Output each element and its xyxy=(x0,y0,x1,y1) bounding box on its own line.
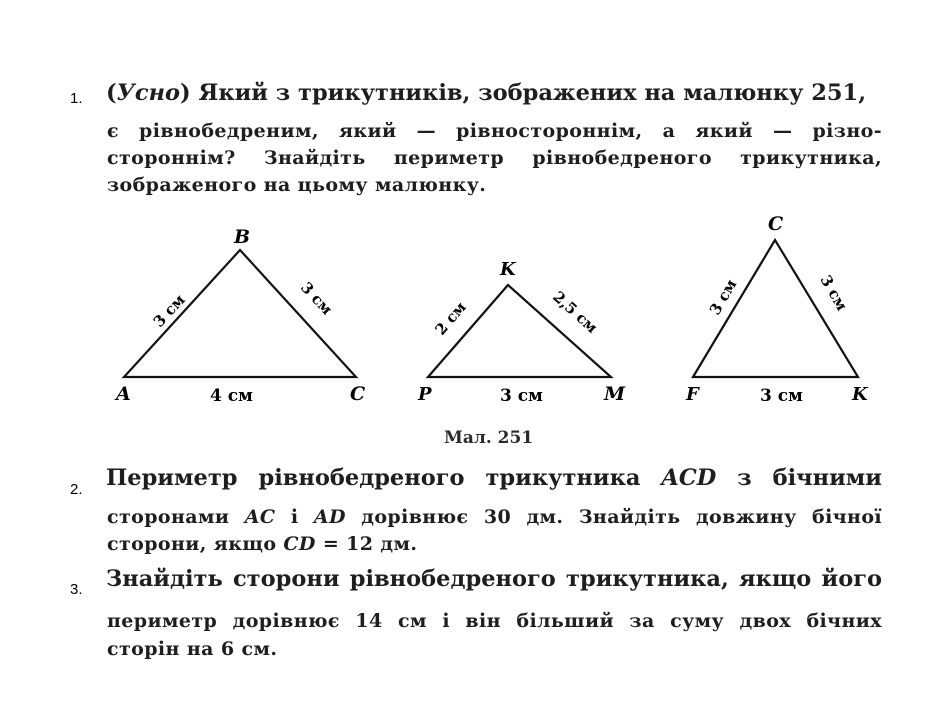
side-label-fk: 3 см xyxy=(760,386,803,406)
problem-2-triangle-name: ACD xyxy=(661,465,717,491)
vertex-a: A xyxy=(116,383,131,405)
problem-2-side-ac: AC xyxy=(244,506,276,528)
problem-2-line-2-a: сторонами xyxy=(107,506,245,528)
problem-2-number: 2. xyxy=(70,481,83,498)
figure-caption: Мал. 251 xyxy=(444,428,534,448)
problem-1-line-1-text: ) Який з трикутників, зображених на малюнку 251, xyxy=(180,80,867,106)
problem-1-line-2: є рівнобедреним, який — рівностороннім, а який — різно- xyxy=(107,120,882,142)
side-label-ck: 3 см xyxy=(816,272,852,314)
problem-2-line-1-a: Периметр рівнобедреного трикутника xyxy=(106,465,662,491)
problem-1-oral-label: Усно xyxy=(116,80,181,106)
problem-2-line-1-c: з бічними xyxy=(716,465,882,491)
problem-2-line-3 xyxy=(107,533,417,555)
vertex-k: K xyxy=(500,259,516,280)
side-label-pk: 2 см xyxy=(431,298,470,339)
problem-3-line-2: периметр дорівнює 14 см і він більший за суму двох бічних xyxy=(107,610,882,632)
problem-1-open-paren: ( xyxy=(106,80,117,106)
side-label-pm: 3 см xyxy=(500,386,543,406)
problem-3-line-1: Знайдіть сторони рівнобедреного трикутника, якщо його xyxy=(106,566,882,592)
problem-2-line-2-c: і xyxy=(275,506,314,528)
vertex-c: C xyxy=(350,383,366,405)
problem-2-line-3-a: сторони, якщо xyxy=(107,533,284,555)
problem-1-line-4: зображеного на цьому малюнку. xyxy=(107,174,487,196)
side-label-fc: 3 см xyxy=(705,276,741,318)
problem-2-line-3-c: = 12 дм. xyxy=(315,533,418,555)
problem-1-number: 1. xyxy=(70,90,83,107)
problem-1-line-3: стороннім? Знайдіть периметр рівнобедреного трикутника, xyxy=(107,147,882,169)
side-label-ac: 4 см xyxy=(210,386,253,406)
problem-3-line-3: сторін на 6 см. xyxy=(107,638,278,660)
side-label-ab: 3 см xyxy=(149,290,189,331)
vertex-m: M xyxy=(604,383,626,405)
problem-2-side-cd: CD xyxy=(283,533,316,555)
side-label-km: 2,5 см xyxy=(549,287,602,337)
vertex-b: B xyxy=(234,226,251,248)
vertex-p: P xyxy=(418,384,432,405)
problem-2-line-2-e: дорівнює 30 дм. Знайдіть довжину бічної xyxy=(345,506,883,528)
vertex-f: F xyxy=(686,384,699,405)
problem-2-line-1 xyxy=(106,465,882,491)
problem-2-side-ad: AD xyxy=(313,506,346,528)
problem-3-number: 3. xyxy=(70,581,83,598)
side-label-bc: 3 см xyxy=(297,278,337,319)
problem-2-line-2 xyxy=(107,506,882,528)
vertex-c-right: C xyxy=(768,213,784,235)
vertex-k-right: K xyxy=(852,384,868,405)
